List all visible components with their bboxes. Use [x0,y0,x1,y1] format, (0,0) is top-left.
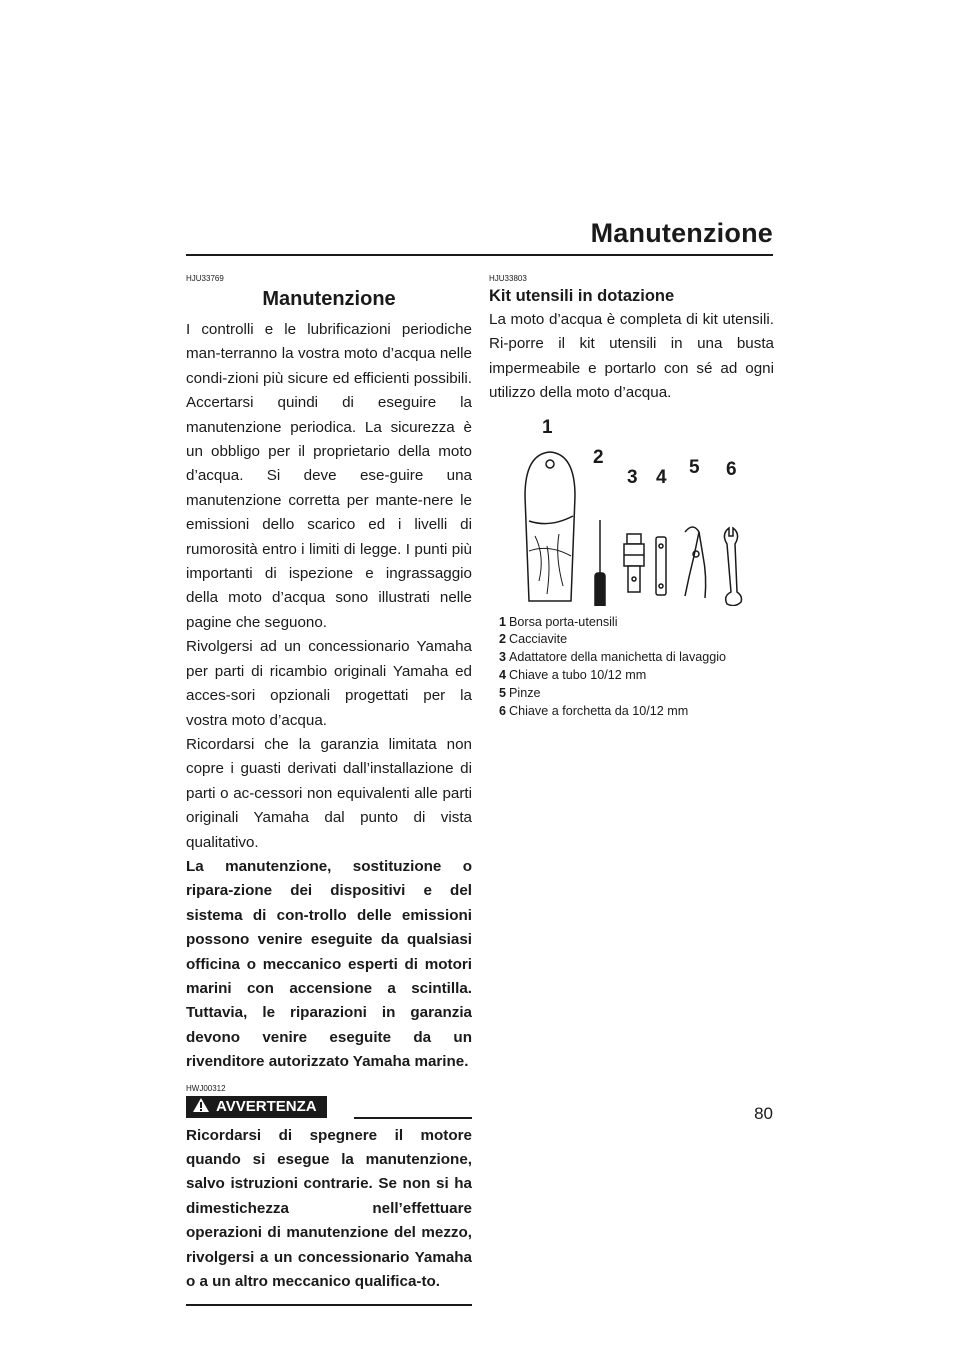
tool-kit-illustration [489,416,774,606]
figure-callout: 1 [542,416,553,438]
warning-text: Ricordarsi di spegnere il motore quando si esegue la manutenzione, salvo istruzioni contrarie. Se non si ha dimestichezza nell’effettuare operazioni di manutenzione del mezzo, rivolgersi a un concessionario Yamaha o a un altro meccanico qualifica-to. [186,1126,472,1291]
left-column [186,274,472,1306]
hose-adapter-drawing [624,534,644,592]
figure-callout: 6 [726,458,737,480]
warning-bottom-rule [186,1304,472,1306]
legend-item: 3 Adattatore della manichetta di lavaggio [499,650,727,665]
figure-callout: 5 [689,456,700,478]
figure-callout: 3 [627,466,638,488]
warning-label-box [186,1096,327,1118]
pliers-drawing [685,527,706,598]
tool-kit-figure [489,416,774,606]
box-wrench-drawing [656,537,666,595]
page-number: 80 [754,1104,773,1123]
section-heading: Manutenzione [262,288,396,310]
section-code: HJU33769 [186,274,224,283]
legend-item: 4 Chiave a tubo 10/12 mm [499,668,647,683]
figure-callout: 4 [656,466,667,488]
figure-callout: 2 [593,446,604,468]
open-end-wrench-drawing [724,528,741,606]
body-paragraph: Rivolgersi ad un concessionario Yamaha per parti di ricambio originali Yamaha ed acces-sori opzionali progettati per la vostra moto d’acqua. [186,638,472,729]
legend-item: 2 Cacciavite [499,632,568,647]
emissions-notice: La manutenzione, sostituzione o ripara-zione dei dispositivi e del sistema di con-trollo delle emissioni possono venire eseguite da qualsiasi officina o meccanico esperti di motori marini con accensione a scintilla. Tuttavia, le riparazioni in garanzia devono venire eseguite da un rivenditore autorizzato Yamaha marine. [186,857,472,1071]
figure-legend [489,614,774,721]
body-paragraph: La moto d’acqua è completa di kit utensili. Ri-porre il kit utensili in una busta impermeabile e portarlo con sé ad ogni utilizzo della moto d’acqua. [489,311,774,402]
page-header-title: Manutenzione [590,218,773,248]
section-code: HJU33803 [489,274,527,283]
legend-item: 1 Borsa porta-utensili [499,614,618,629]
body-paragraph: I controlli e le lubrificazioni periodiche man-terranno la vostra moto d’acqua nelle condi-zioni più sicure ed efficienti possibili. Accertarsi quindi di eseguire la manutenzione periodica. La sicurezza è un obbligo per il proprietario della moto d’acqua. Si deve ese-guire una manutenzione corretta per mante-nere le emissioni dello scarico ed i livelli di rumorosità entro i limiti di legge. I punti più importanti di ispezione e ingrassaggio della moto d’acqua sono illustrati nelle pagine che seguono. [186,321,472,631]
header-divider [186,254,773,256]
right-column [489,274,774,720]
warning-header [186,1096,472,1120]
warning-label: AVVERTENZA [216,1097,317,1115]
screwdriver-drawing [595,520,605,606]
body-paragraph: Ricordarsi che la garanzia limitata non copre i guasti derivati dall’installazione di parti o ac-cessori non equivalenti alle parti originali Yamaha dal punto di vista qualitativo. [186,735,472,851]
tool-bag-drawing [525,452,575,601]
legend-item: 6 Chiave a forchetta da 10/12 mm [499,703,689,718]
legend-item: 5 Pinze [499,685,541,700]
warning-rule [354,1117,472,1119]
section-heading: Kit utensili in dotazione [489,287,675,305]
warning-triangle-icon [192,1097,210,1113]
warning-code: HWJ00312 [186,1083,226,1093]
